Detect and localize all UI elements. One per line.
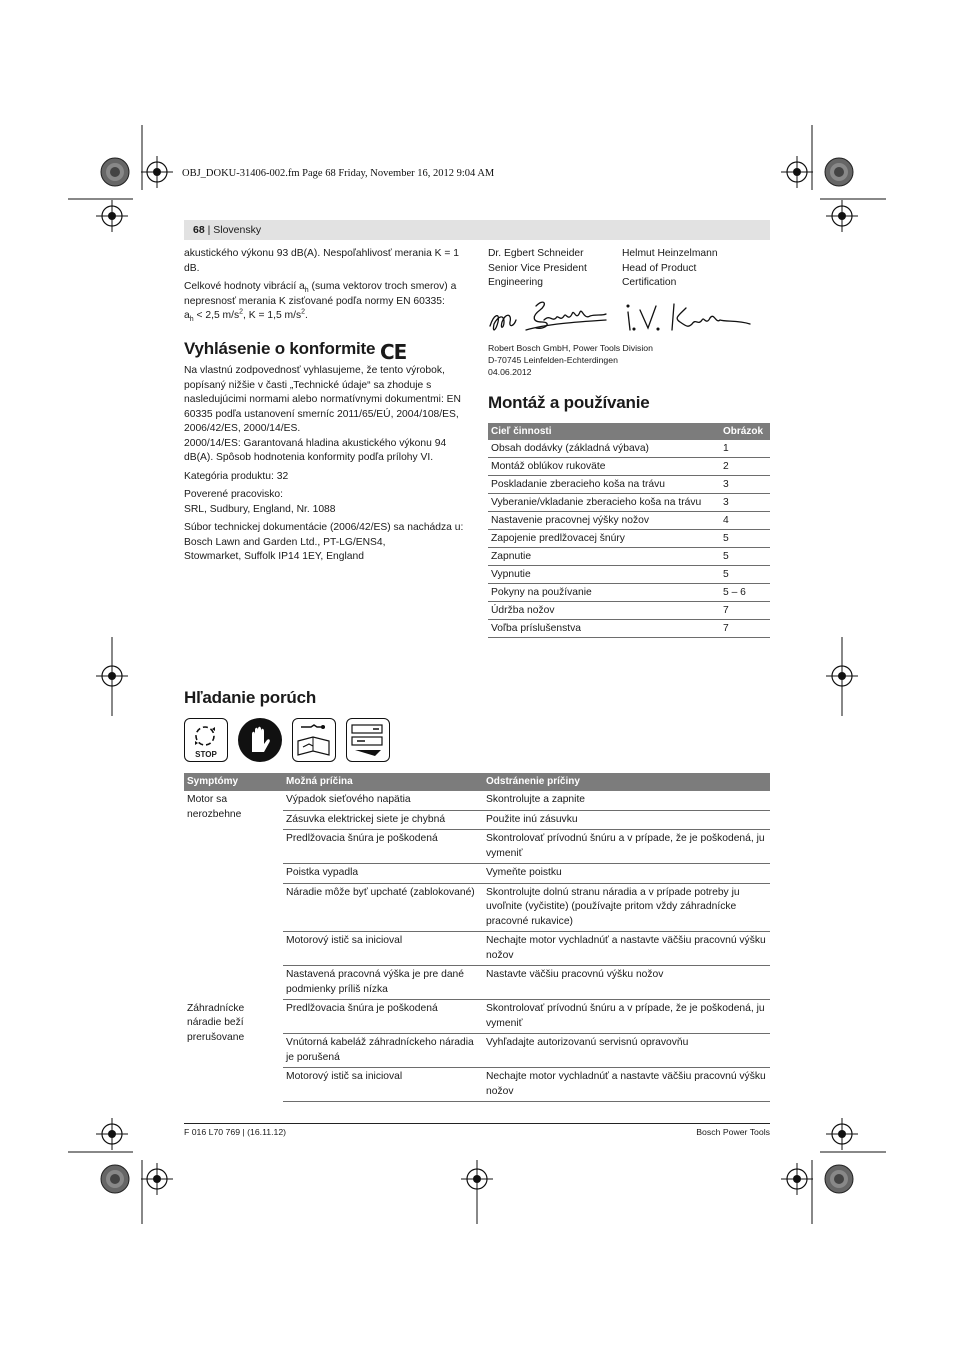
remedy-cell: Skontrolujte dolnú stranu náradia a v prípade potreby ju uvoľnite (vyčistite) (používajte pritom vždy záhradnícke pracovné rukavice) [483,883,770,932]
troubleshooting-row [184,1000,770,1034]
assembly-title: Montáž a používanie [488,393,650,412]
remedy-cell: Skontrolovať prívodnú šnúru a v prípade, že je poškodená, ju vymeniť [483,1000,770,1034]
assembly-row [488,494,770,512]
assembly-figure: 2 [720,458,770,476]
remedy-cell: Nechajte motor vychladnúť a nastavte väčšiu pracovnú výšku nožov [483,1068,770,1102]
assembly-figure: 5 [720,566,770,584]
noise-guarantee-paragraph: 2000/14/ES: Garantovaná hladina akustického výkonu 94 dB(A). Spôsob hodnotenia konformity podľa prílohy VI. [184,437,447,463]
assembly-col-task: Cieľ činnosti [488,423,720,440]
conformity-body [184,364,466,565]
col-remedy: Odstránenie príčiny [483,773,770,791]
symptom-cell: Motor sa nerozbehne [187,794,242,820]
header-separator: | [204,224,214,236]
technical-file-label: Súbor technickej dokumentácie (2006/42/ES) sa nachádza u: [184,522,464,533]
assembly-task: Pokyny na používanie [488,584,720,602]
troubleshooting-table-header [184,773,770,791]
manufacturer-address [488,342,653,378]
remedy-cell: Skontrolovať prívodnú šnúru a v prípade, že je poškodená, ju vymeniť [483,830,770,864]
troubleshooting-table [184,773,770,1102]
assembly-figure: 5 – 6 [720,584,770,602]
remedy-cell: Nastavte väčšiu pracovnú výšku nožov [483,966,770,1000]
header-language: Slovensky [213,224,262,236]
assembly-table [488,423,770,638]
cause-cell: Poistka vypadla [283,864,483,884]
address-line2: D-70745 Leinfelden-Echterdingen [488,355,618,365]
vibration-sub-2: h [189,316,194,324]
address-date: 04.06.2012 [488,367,532,377]
product-category: Kategória produktu: 32 [184,470,289,482]
vibration-text-c: a [184,310,190,321]
assembly-row [488,512,770,530]
page-number: 68 [193,224,205,236]
manual-icon [292,718,336,762]
assembly-figure: 3 [720,494,770,512]
assembly-row [488,476,770,494]
conformity-title: Vyhlásenie o konformite [184,339,376,358]
conformity-paragraph: Na vlastnú zodpovednosť vyhlasujeme, že tento výrobok, popísaný nižšie v časti „Technické údaje“ sa zhoduje s nasledujúcimi normami alebo normatívnymi dokumentmi: EN 60335 podľa ustanovení smerníc 2011/65/EÚ, 2004/108/ES, 2006/42/ES, 2000/14/ES. [184,365,461,434]
assembly-table-header [488,423,770,440]
footer-brand: Bosch Power Tools [696,1127,770,1137]
signatory-right-title1: Head of Product [622,262,697,274]
service-icon [346,718,390,762]
cause-cell: Predlžovacia šnúra je poškodená [283,1000,483,1034]
cause-cell: Predlžovacia šnúra je poškodená [283,830,483,864]
signatory-right-name: Helmut Heinzelmann [622,248,718,259]
signatory-left-title2: Engineering [488,277,543,288]
assembly-task: Voľba príslušenstva [488,620,720,638]
assembly-task: Vypnutie [488,566,720,584]
stop-icon-label: STOP [195,750,217,759]
technical-file-line1: Bosch Lawn and Garden Ltd., PT-LG/ENS4, [184,536,386,548]
assembly-row [488,548,770,566]
cause-cell: Motorový istič sa inicioval [283,1068,483,1102]
col-symptoms: Symptómy [184,773,283,791]
vibration-sub: h [304,287,309,295]
page-header [193,224,261,236]
vibration-sup-2: 2 [301,308,306,316]
assembly-figure: 4 [720,512,770,530]
vibration-text-f: . [305,310,308,321]
assembly-row [488,458,770,476]
vibration-text-e: , K = 1,5 m/s [243,310,302,321]
ce-mark: CE [380,340,407,364]
signature-right-block [622,247,772,291]
assembly-task: Zapnutie [488,548,720,566]
vibration-text-b: (suma vektorov troch smerov) a nepresnosť merania K zisťované podľa normy EN 60335: [184,281,457,307]
assembly-figure: 3 [720,476,770,494]
notified-body-value: SRL, Sudbury, England, Nr. 1088 [184,503,336,515]
assembly-row [488,584,770,602]
vibration-text-d: < 2,5 m/s [193,310,240,321]
assembly-figure: 1 [720,440,770,458]
assembly-task: Obsah dodávky (základná výbava) [488,440,720,458]
assembly-figure: 7 [720,620,770,638]
assembly-task: Poskladanie zberacieho koša na trávu [488,476,720,494]
assembly-task: Údržba nožov [488,602,720,620]
assembly-col-figure: Obrázok [720,423,770,440]
assembly-figure: 5 [720,530,770,548]
stop-icon [184,718,228,762]
vibration-text-a: Celkové hodnoty vibrácií a [184,281,305,292]
cause-cell: Nastavená pracovná výška je pre dané podmienky príliš nízka [283,966,483,1000]
remedy-cell: Vymeňte poistku [483,864,770,884]
symptom-cell: Záhradnícke náradie beží prerušovane [187,1002,245,1043]
troubleshooting-title: Hľadanie porúch [184,688,317,707]
safety-icons [184,718,390,762]
left-column [184,247,464,324]
troubleshooting-row [184,791,770,810]
footer-rule [184,1123,770,1124]
assembly-row [488,440,770,458]
signatory-right-title2: Certification [622,277,677,288]
vibration-paragraph [184,280,464,324]
assembly-row [488,602,770,620]
signature-right-image [622,298,754,336]
assembly-figure: 7 [720,602,770,620]
signature-left-block [488,247,618,291]
remedy-cell: Použite inú zásuvku [483,810,770,830]
cause-cell: Zásuvka elektrickej siete je chybná [283,810,483,830]
footer-doc-code: F 016 L70 769 | (16.11.12) [184,1127,287,1137]
cause-cell: Výpadok sieťového napätia [283,791,483,810]
assembly-row [488,620,770,638]
assembly-task: Nastavenie pracovnej výšky nožov [488,512,720,530]
assembly-row [488,530,770,548]
cause-cell: Náradie môže byť upchaté (zablokované) [283,883,483,932]
assembly-task: Montáž oblúkov rukoväte [488,458,720,476]
assembly-task: Zapojenie predlžovacej šnúry [488,530,720,548]
technical-file-line2: Stowmarket, Suffolk IP14 1EY, England [184,551,364,562]
remedy-cell: Skontrolujte a zapnite [483,791,770,810]
assembly-figure: 5 [720,548,770,566]
glove-icon [238,718,282,762]
address-line1: Robert Bosch GmbH, Power Tools Division [488,343,653,353]
signature-left-image [486,296,610,336]
assembly-row [488,566,770,584]
cause-cell: Motorový istič sa inicioval [283,932,483,966]
page-header-bar [184,220,770,240]
slug-line: OBJ_DOKU-31406-002.fm Page 68 Friday, November 16, 2012 9:04 AM [182,168,495,179]
signatory-left-title1: Senior Vice President [488,262,587,274]
assembly-task: Vyberanie/vkladanie zberacieho koša na trávu [488,494,720,512]
noise-paragraph: akustického výkonu 93 dB(A). Nespoľahlivosť merania K = 1 dB. [184,248,460,274]
signatory-left-name: Dr. Egbert Schneider [488,248,584,259]
col-cause: Možná príčina [283,773,483,791]
notified-body-label: Poverené pracovisko: [184,489,284,500]
cause-cell: Vnútorná kabeláž záhradníckeho náradia je porušená [283,1034,483,1068]
remedy-cell: Nechajte motor vychladnúť a nastavte väčšiu pracovnú výšku nožov [483,932,770,966]
remedy-cell: Vyhľadajte autorizovanú servisnú opravovňu [483,1034,770,1068]
vibration-sup-1: 2 [239,308,244,316]
